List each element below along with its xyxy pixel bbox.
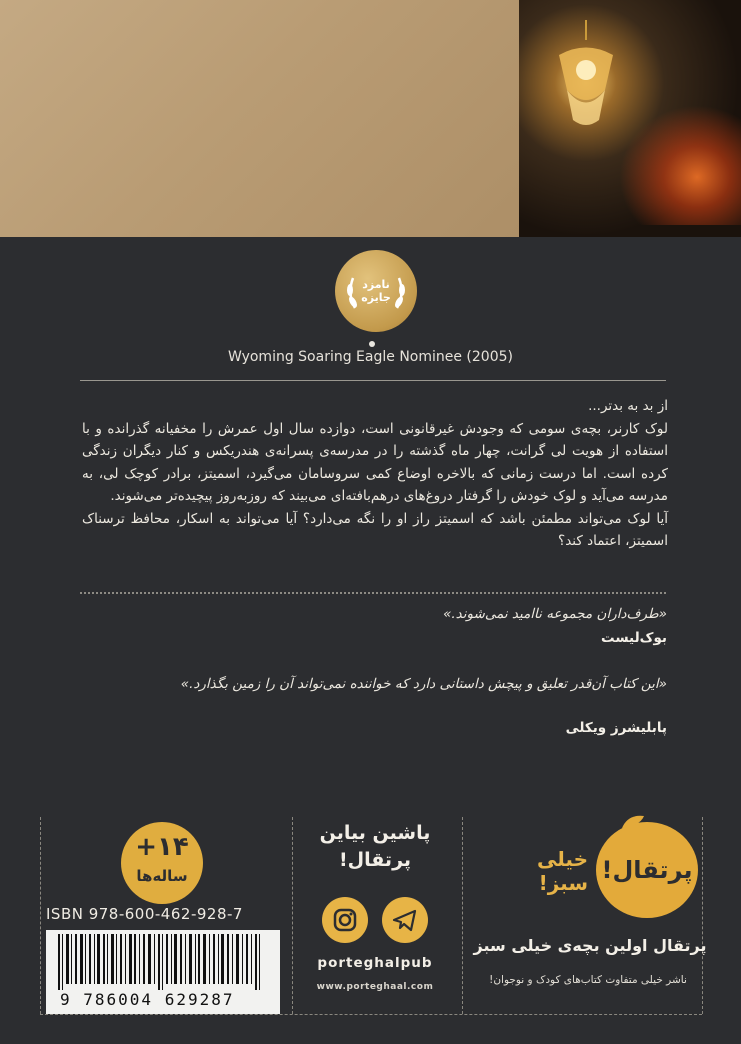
barcode-icon [46, 934, 280, 994]
barcode-digits: 9 786004 629287 [60, 990, 235, 1009]
chandelier-icon [547, 20, 625, 130]
award-badge [335, 250, 417, 332]
blurb-paragraph: لوک کارنر، بچه‌ی سومی که وجودش غیرقانونی است، دوازده سال اول عمرش را مخفیانه گذرانده و با استفاده از هویت لی گرانت، چهار ماه گذشته را در مدرسه‌ی پسرانه‌ی هندریکس و کنار دیگران زندگی کرده است. اما درست زمانی که بالاخره اوضاع کمی سروسامان می‌گیرد، اسمیتز، برادر کوچک لی، به مدرسه می‌آید و لوک خودش را گرفتار دروغ‌های درهم‌بافته‌ای می‌بیند که روزبه‌روز پیچیده‌تر می‌شوند. [82, 420, 668, 504]
divider-line [80, 380, 666, 381]
publisher-logo: پرتقال! [596, 822, 698, 918]
website-link[interactable]: www.porteghaal.com [316, 982, 434, 992]
footer-border [40, 817, 41, 1014]
age-number: +۱۴ [135, 832, 189, 862]
blurb-paragraph: آیا لوک می‌تواند مطمئن باشد که اسمیتز راز او را نگه می‌دارد؟ آیا می‌تواند به اسکار، محافظ ترسناک اسمیتز، اعتماد کند؟ [82, 510, 668, 549]
footer-separator [292, 817, 293, 1014]
blurb-intro: از بد به بدتر... [588, 398, 668, 414]
fire-glow [619, 105, 741, 225]
follow-us-title: پاشین بیاین پرتقال! [319, 822, 431, 871]
award-text: نامزد جایزه [361, 278, 391, 304]
instagram-icon[interactable] [322, 897, 368, 943]
cover-top-band [0, 0, 741, 237]
age-label: ساله‌ها [136, 867, 188, 885]
cover-photo [519, 0, 741, 237]
kheyli-sabz-logo: خیلی سبز! [537, 847, 588, 895]
book-blurb [82, 395, 668, 553]
award-bullet [369, 341, 375, 347]
publisher-subtagline: ناشر خیلی متفاوت کتاب‌های کودک و نوجوان! [489, 974, 687, 986]
dotted-divider [80, 592, 666, 594]
review-quote: «این کتاب آن‌قدر تعلیق و پیچش داستانی دارد که خواننده نمی‌تواند آن را زمین بگذارد.» [180, 676, 667, 692]
age-rating-badge [121, 822, 203, 904]
telegram-icon[interactable] [382, 897, 428, 943]
review-quote: «طرف‌داران مجموعه ناامید نمی‌شوند.» [443, 606, 667, 622]
social-handle: porteghalpub [317, 955, 433, 971]
review-source: پابلیشرز ویکلی [565, 720, 667, 736]
tan-panel [0, 0, 519, 237]
review-source: بوک‌لیست [601, 630, 667, 646]
footer-bottom-border [40, 1014, 702, 1015]
isbn: ISBN 978-600-462-928-7 [46, 905, 243, 923]
publisher-tagline: پرتقال اولین بچه‌ی خیلی سبز [473, 936, 707, 955]
award-caption: Wyoming Soaring Eagle Nominee (2005) [227, 349, 513, 365]
